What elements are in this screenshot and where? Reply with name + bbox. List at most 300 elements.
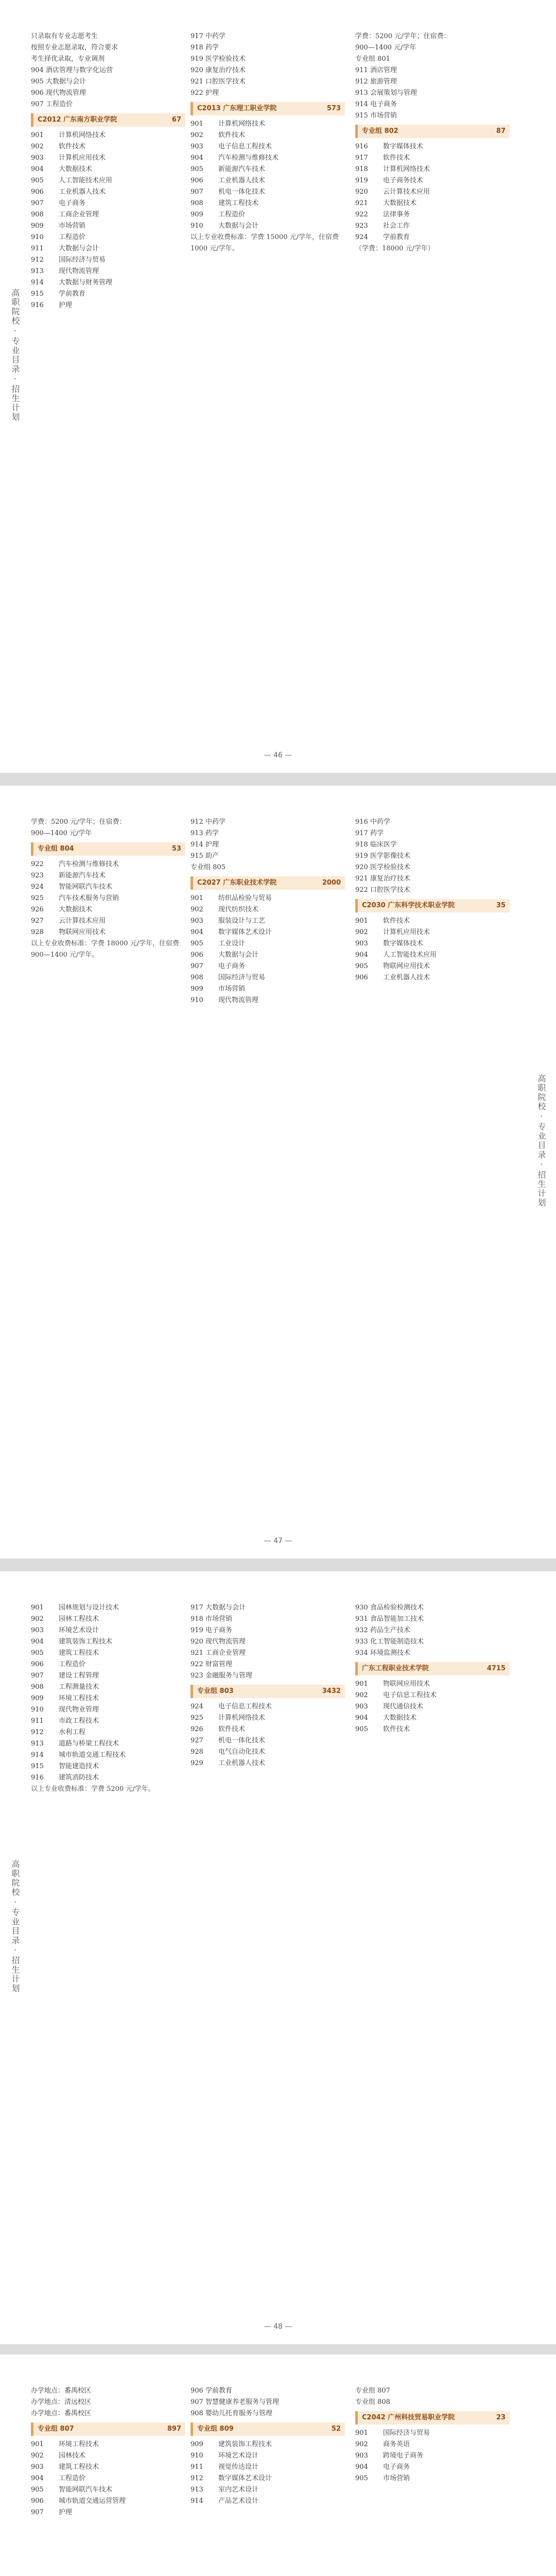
major-code: 906 bbox=[355, 974, 368, 981]
major-code: 906 bbox=[31, 1660, 44, 1668]
major-code: 904 bbox=[31, 2475, 44, 2482]
section-header-count: 3432 bbox=[322, 1687, 341, 1695]
major-row bbox=[31, 1738, 185, 1750]
major-row bbox=[355, 972, 510, 984]
major-code: 904 bbox=[355, 951, 368, 959]
section-header-name: 专业组 803 bbox=[197, 1687, 234, 1695]
major-name: 工业机器人技术 bbox=[218, 1759, 266, 1767]
section-header-name: 专业组 804 bbox=[38, 845, 74, 853]
major-name: 物联网应用技术 bbox=[59, 928, 106, 936]
major-code: 924 bbox=[31, 883, 44, 891]
major-name: 大数据技术 bbox=[59, 165, 93, 173]
major-code: 901 bbox=[190, 120, 203, 128]
section-header bbox=[355, 125, 510, 138]
major-row bbox=[190, 164, 345, 175]
major-name: 国际经济与贸易 bbox=[59, 256, 106, 264]
major-code: 908 bbox=[31, 1683, 44, 1691]
text-line: 900—1400 元/学年 bbox=[355, 44, 416, 52]
section-header-name: C2042 广州科技贸易职业学院 bbox=[362, 2414, 455, 2421]
major-code: 901 bbox=[355, 1680, 368, 1688]
major-code: 907 bbox=[31, 1672, 44, 1680]
text-line: 考生择优录取，专业调剂 bbox=[31, 55, 105, 63]
major-name: 建设工程管理 bbox=[59, 1672, 99, 1680]
major-name: 产品艺术设计 bbox=[218, 2497, 259, 2505]
major-name: 数字媒体艺术设计 bbox=[218, 928, 272, 936]
major-row bbox=[355, 1724, 510, 1735]
book-page bbox=[0, 0, 556, 773]
major-row bbox=[190, 927, 345, 938]
major-row bbox=[190, 1713, 345, 1724]
text-line: 900—1400 元/学年 bbox=[31, 829, 92, 837]
major-code: 918 bbox=[355, 165, 368, 173]
text-column bbox=[355, 2385, 510, 2576]
major-row bbox=[31, 1625, 185, 1636]
major-row bbox=[31, 2439, 185, 2450]
major-row bbox=[355, 961, 510, 972]
major-code: 921 bbox=[355, 199, 368, 207]
major-name: 学前教育 bbox=[383, 233, 410, 241]
major-code: 925 bbox=[31, 894, 44, 902]
major-row bbox=[31, 243, 185, 255]
book-page bbox=[0, 786, 556, 1558]
major-row bbox=[31, 916, 185, 927]
text-line: 918 市场营销 bbox=[190, 1615, 232, 1623]
section-header bbox=[355, 2411, 510, 2425]
major-row bbox=[31, 164, 185, 175]
major-name: 工程造价 bbox=[59, 2475, 86, 2482]
major-row bbox=[190, 152, 345, 164]
major-code: 911 bbox=[31, 1717, 44, 1725]
page-number: — 48 — bbox=[264, 2323, 292, 2331]
major-name: 电子商务 bbox=[59, 199, 86, 207]
major-code: 913 bbox=[31, 1740, 44, 1748]
page-number: — 46 — bbox=[264, 751, 292, 759]
major-row bbox=[31, 1727, 185, 1738]
text-line: 919 电子商务 bbox=[190, 1626, 232, 1634]
major-code: 904 bbox=[190, 154, 203, 162]
major-code: 916 bbox=[355, 143, 368, 150]
major-name: 视觉传达设计 bbox=[218, 2463, 259, 2471]
section-header-name: C2013 广东理工职业学院 bbox=[197, 105, 277, 112]
major-code: 914 bbox=[190, 2497, 203, 2505]
major-code: 907 bbox=[190, 962, 203, 970]
text-line: 913 会展策划与管理 bbox=[355, 89, 417, 97]
major-code: 910 bbox=[31, 1706, 44, 1714]
major-code: 903 bbox=[31, 154, 44, 162]
major-name: 学前教育 bbox=[59, 290, 86, 298]
text-line: 921 工商企业管理 bbox=[190, 1649, 246, 1657]
major-row bbox=[355, 198, 510, 209]
major-code: 909 bbox=[190, 985, 203, 993]
major-code: 903 bbox=[190, 143, 203, 150]
text-line: 923 金融服务与管理 bbox=[190, 1672, 252, 1680]
major-name: 护理 bbox=[59, 301, 73, 309]
fee-note: 以上专业收费标准：学费 18000 元/学年，住宿费 900—1400 元/学年。 bbox=[31, 940, 179, 959]
major-code: 912 bbox=[31, 1728, 44, 1736]
major-name: 计算机网络技术 bbox=[383, 165, 430, 173]
major-code: 902 bbox=[190, 906, 203, 913]
major-code: 915 bbox=[31, 290, 44, 298]
major-code: 922 bbox=[31, 860, 44, 868]
major-name: 计算机网络技术 bbox=[218, 120, 266, 128]
section-header bbox=[355, 1662, 510, 1675]
major-code: 904 bbox=[355, 2463, 368, 2471]
section-header-count: 897 bbox=[167, 2425, 181, 2433]
text-line: 专业组 808 bbox=[355, 2398, 390, 2406]
section-header-count: 53 bbox=[171, 845, 181, 853]
major-row bbox=[31, 1761, 185, 1772]
text-column bbox=[190, 31, 345, 732]
major-row bbox=[355, 1679, 510, 1690]
major-row bbox=[355, 1713, 510, 1724]
major-code: 902 bbox=[31, 1615, 44, 1623]
major-row bbox=[31, 1704, 185, 1716]
major-row bbox=[190, 904, 345, 916]
major-name: 工业设计 bbox=[218, 940, 246, 947]
major-code: 914 bbox=[31, 1751, 44, 1759]
major-row bbox=[31, 1648, 185, 1659]
major-code: 904 bbox=[355, 1714, 368, 1722]
major-code: 904 bbox=[31, 165, 44, 173]
section-header-name: C2030 广东科学技术职业学院 bbox=[362, 902, 455, 909]
major-code: 906 bbox=[31, 188, 44, 196]
section-header-name: C2027 广东职业技术学院 bbox=[197, 879, 277, 887]
major-name: 工业机器人技术 bbox=[59, 188, 106, 196]
text-line: 学费：5200 元/学年；住宿费： bbox=[355, 32, 450, 40]
text-line: 933 化工智能制造技术 bbox=[355, 1638, 424, 1646]
section-header-name: C2012 广东南方职业学院 bbox=[38, 116, 117, 124]
major-row bbox=[190, 2484, 345, 2496]
section-header-name: 广东工程职业技术学院 bbox=[362, 1665, 429, 1672]
major-name: 护理 bbox=[59, 2509, 73, 2516]
text-line: 913 药学 bbox=[190, 829, 219, 837]
major-row bbox=[190, 118, 345, 130]
major-code: 902 bbox=[31, 2452, 44, 2460]
major-row bbox=[31, 266, 185, 277]
text-column bbox=[31, 1602, 185, 2303]
major-row bbox=[31, 2496, 185, 2507]
major-code: 929 bbox=[190, 1759, 203, 1767]
text-line: 930 食品检验检测技术 bbox=[355, 1604, 424, 1612]
major-name: 软件技术 bbox=[383, 917, 410, 925]
major-row bbox=[190, 893, 345, 904]
major-row bbox=[355, 950, 510, 961]
text-column bbox=[190, 2385, 345, 2576]
major-row bbox=[190, 1724, 345, 1735]
major-code: 926 bbox=[190, 1725, 203, 1733]
major-name: 新能源汽车技术 bbox=[218, 165, 266, 173]
major-code: 905 bbox=[31, 2486, 44, 2494]
major-name: 市场营销 bbox=[383, 2475, 410, 2482]
major-code: 920 bbox=[355, 188, 368, 196]
major-name: 软件技术 bbox=[218, 1725, 246, 1733]
major-row bbox=[355, 927, 510, 938]
major-row bbox=[190, 187, 345, 198]
text-line: 915 助产 bbox=[190, 852, 219, 860]
major-row bbox=[190, 1747, 345, 1758]
major-code: 916 bbox=[31, 1774, 44, 1782]
fee-note: 以上专业收费标准：学费 5200 元/学年。 bbox=[31, 1785, 155, 1793]
major-name: 电子信息工程技术 bbox=[383, 1691, 437, 1699]
text-column bbox=[190, 1602, 345, 2303]
major-row bbox=[31, 1716, 185, 1727]
major-name: 环境艺术设计 bbox=[218, 2452, 259, 2460]
major-code: 911 bbox=[31, 245, 44, 252]
major-name: 汽车检测与维修技术 bbox=[59, 860, 119, 868]
major-row bbox=[31, 187, 185, 198]
major-name: 智能建造技术 bbox=[59, 1762, 99, 1770]
major-row bbox=[355, 2439, 510, 2450]
major-code: 912 bbox=[31, 256, 44, 264]
major-row bbox=[31, 2462, 185, 2473]
text-line: 934 环境监测技术 bbox=[355, 1649, 410, 1657]
major-row bbox=[31, 1602, 185, 1614]
major-name: 现代物业管理 bbox=[59, 1706, 99, 1714]
text-column bbox=[190, 817, 345, 1517]
major-name: 法律事务 bbox=[383, 211, 410, 218]
major-code: 901 bbox=[190, 894, 203, 902]
major-name: 电子信息工程技术 bbox=[218, 1703, 272, 1710]
major-name: 环境工程技术 bbox=[59, 1694, 99, 1702]
book-page bbox=[0, 2354, 556, 2576]
major-code: 905 bbox=[31, 1649, 44, 1657]
section-header-count: 573 bbox=[326, 105, 341, 112]
text-line: 907 智慧健康养老服务与管理 bbox=[190, 2398, 279, 2406]
major-row bbox=[190, 984, 345, 995]
major-row bbox=[31, 300, 185, 311]
text-line: 办学地点：番禺校区 bbox=[31, 2410, 92, 2417]
major-code: 903 bbox=[355, 1703, 368, 1710]
major-row bbox=[31, 289, 185, 300]
major-row bbox=[31, 1659, 185, 1670]
major-name: 国际经济与贸易 bbox=[383, 2429, 430, 2437]
major-code: 913 bbox=[190, 2486, 203, 2494]
text-line: 922 财富管理 bbox=[190, 1660, 232, 1668]
text-column bbox=[31, 817, 185, 1517]
major-name: 人工智能技术应用 bbox=[59, 177, 113, 184]
major-name: 物联网应用技术 bbox=[383, 1680, 430, 1688]
section-header-count: 23 bbox=[496, 2414, 506, 2421]
text-line: 907 工程造价 bbox=[31, 100, 73, 108]
major-name: 云计算技术应用 bbox=[383, 188, 430, 196]
major-code: 924 bbox=[355, 233, 368, 241]
major-row bbox=[190, 2496, 345, 2507]
text-line: 911 酒店管理 bbox=[355, 66, 397, 74]
text-line: 906 学前教育 bbox=[190, 2387, 232, 2395]
major-name: 软件技术 bbox=[218, 131, 246, 139]
major-name: 室内艺术设计 bbox=[218, 2486, 259, 2494]
major-code: 909 bbox=[190, 2441, 203, 2448]
major-code: 916 bbox=[31, 301, 44, 309]
text-line: 专业组 801 bbox=[355, 55, 390, 63]
major-row bbox=[190, 198, 345, 209]
major-row bbox=[190, 1701, 345, 1713]
major-row bbox=[31, 1772, 185, 1784]
major-row bbox=[355, 175, 510, 187]
fee-note: 以上专业收费标准：学费 15000 元/学年，住宿费 1000 元/学年。 bbox=[190, 233, 339, 252]
major-name: 人工智能技术应用 bbox=[383, 951, 437, 959]
text-line: 917 药学 bbox=[355, 829, 384, 837]
major-row bbox=[31, 1614, 185, 1625]
section-header bbox=[190, 876, 345, 890]
major-name: 园林技术 bbox=[59, 2452, 86, 2460]
major-row bbox=[31, 2473, 185, 2484]
text-line: 908 婴幼儿托育服务与管理 bbox=[190, 2410, 272, 2417]
text-line: 只录取有专业志愿考生 bbox=[31, 32, 98, 40]
major-name: 电子商务技术 bbox=[383, 177, 424, 184]
text-line: 914 电子商务 bbox=[355, 100, 397, 108]
major-name: 大数据技术 bbox=[383, 199, 417, 207]
section-header bbox=[190, 2422, 345, 2436]
major-row bbox=[190, 2439, 345, 2450]
major-row bbox=[31, 141, 185, 152]
major-row bbox=[31, 893, 185, 904]
text-line: 917 大数据与会计 bbox=[190, 1604, 246, 1612]
major-code: 901 bbox=[355, 2429, 368, 2437]
major-row bbox=[31, 927, 185, 938]
major-name: 建筑装饰工程技术 bbox=[218, 2441, 272, 2448]
major-row bbox=[31, 255, 185, 266]
major-row bbox=[190, 221, 345, 232]
major-name: 电子商务 bbox=[218, 962, 246, 970]
major-name: 汽车技术服务与营销 bbox=[59, 894, 119, 902]
major-row bbox=[190, 1758, 345, 1769]
text-line: 921 康复治疗技术 bbox=[355, 875, 410, 883]
major-name: 计算机应用技术 bbox=[59, 154, 106, 162]
major-code: 904 bbox=[31, 1638, 44, 1646]
major-code: 927 bbox=[190, 1737, 203, 1744]
major-name: 数字媒体技术 bbox=[383, 143, 424, 150]
major-name: 电子信息工程技术 bbox=[218, 143, 272, 150]
major-code: 908 bbox=[190, 974, 203, 981]
major-name: 大数据与会计 bbox=[218, 951, 259, 959]
major-name: 大数据与会计 bbox=[218, 222, 259, 230]
text-line: 904 酒店管理与数字化运营 bbox=[31, 66, 113, 74]
major-row bbox=[190, 950, 345, 961]
text-line: 916 中药学 bbox=[355, 818, 390, 826]
section-header bbox=[355, 899, 510, 912]
major-row bbox=[355, 916, 510, 927]
major-row bbox=[355, 209, 510, 221]
major-row bbox=[190, 972, 345, 984]
major-code: 905 bbox=[355, 2475, 368, 2482]
major-row bbox=[31, 198, 185, 209]
major-row bbox=[31, 1693, 185, 1704]
major-code: 902 bbox=[31, 143, 44, 150]
major-name: 建筑工程技术 bbox=[59, 1649, 99, 1657]
major-code: 910 bbox=[190, 222, 203, 230]
section-header bbox=[190, 102, 345, 115]
major-row bbox=[31, 232, 185, 243]
major-code: 910 bbox=[190, 2452, 203, 2460]
major-code: 909 bbox=[31, 1694, 44, 1702]
text-column bbox=[355, 1602, 510, 2303]
major-code: 907 bbox=[31, 199, 44, 207]
page-side-label: 高职院校 · 专业目录 · 招生计划 bbox=[536, 1074, 546, 1208]
major-code: 902 bbox=[190, 131, 203, 139]
major-name: 工程造价 bbox=[218, 211, 246, 218]
text-line: 918 药学 bbox=[190, 44, 219, 52]
major-name: 工程造价 bbox=[59, 1660, 86, 1668]
major-name: 市政工程技术 bbox=[59, 1717, 99, 1725]
section-header-name: 专业组 802 bbox=[362, 127, 398, 135]
major-name: 环境艺术设计 bbox=[59, 1626, 99, 1634]
major-code: 903 bbox=[31, 1626, 44, 1634]
major-row bbox=[355, 2462, 510, 2473]
major-code: 907 bbox=[31, 2509, 44, 2516]
major-code: 928 bbox=[31, 928, 44, 936]
text-line: 931 食品智能加工技术 bbox=[355, 1615, 424, 1623]
major-code: 923 bbox=[31, 872, 44, 879]
text-line: 922 口腔医学技术 bbox=[355, 886, 410, 894]
major-row bbox=[355, 152, 510, 164]
text-line: 920 医学检验技术 bbox=[355, 863, 410, 871]
text-line: 932 药品生产技术 bbox=[355, 1626, 410, 1634]
text-column bbox=[355, 817, 510, 1517]
section-header-name: 专业组 809 bbox=[197, 2425, 234, 2433]
major-code: 901 bbox=[355, 917, 368, 925]
major-row bbox=[190, 995, 345, 1006]
major-code: 903 bbox=[190, 917, 203, 925]
major-code: 906 bbox=[190, 177, 203, 184]
major-row bbox=[355, 232, 510, 243]
section-header-count: 67 bbox=[171, 116, 181, 124]
major-name: 大数据技术 bbox=[383, 1714, 417, 1722]
major-name: 机电一体化技术 bbox=[218, 1737, 266, 1744]
text-line: 919 医学影像技术 bbox=[355, 852, 410, 860]
major-name: 软件技术 bbox=[383, 1725, 410, 1733]
major-name: 社会工作 bbox=[383, 222, 410, 230]
major-code: 901 bbox=[31, 2441, 44, 2448]
text-line: 学费：5200 元/学年；住宿费： bbox=[31, 818, 126, 826]
section-header-count: 52 bbox=[331, 2425, 341, 2433]
major-name: 工程测量技术 bbox=[59, 1683, 99, 1691]
major-code: 902 bbox=[355, 1691, 368, 1699]
major-code: 905 bbox=[190, 165, 203, 173]
major-name: 园林工程技术 bbox=[59, 1615, 99, 1623]
major-row bbox=[31, 175, 185, 187]
text-line: 905 大数据与会计 bbox=[31, 78, 86, 86]
text-line: 914 护理 bbox=[190, 841, 219, 849]
major-name: 城市轨道交通运营管理 bbox=[59, 2497, 126, 2505]
major-name: 软件技术 bbox=[383, 154, 410, 162]
page-side-label: 高职院校 · 专业目录 · 招生计划 bbox=[10, 1860, 20, 1993]
major-row bbox=[355, 141, 510, 152]
text-column bbox=[31, 31, 185, 732]
major-code: 917 bbox=[355, 154, 368, 162]
major-row bbox=[31, 1682, 185, 1693]
major-row bbox=[31, 152, 185, 164]
text-line: 906 现代物流管理 bbox=[31, 89, 86, 97]
major-row bbox=[31, 904, 185, 916]
major-name: 水利工程 bbox=[59, 1728, 86, 1736]
section-header bbox=[190, 1685, 345, 1698]
major-row bbox=[355, 2473, 510, 2484]
major-code: 919 bbox=[355, 177, 368, 184]
major-code: 912 bbox=[190, 2475, 203, 2482]
major-name: 工商企业管理 bbox=[59, 211, 99, 218]
major-row bbox=[355, 164, 510, 175]
page-side-label: 高职院校 · 专业目录 · 招生计划 bbox=[10, 289, 20, 422]
major-code: 908 bbox=[31, 211, 44, 218]
major-name: 服装设计与工艺 bbox=[218, 917, 266, 925]
major-code: 927 bbox=[31, 917, 44, 925]
major-name: 云计算技术应用 bbox=[59, 917, 106, 925]
major-name: 现代通信技术 bbox=[383, 1703, 424, 1710]
section-header-count: 2000 bbox=[322, 879, 341, 887]
section-header-count: 87 bbox=[496, 127, 506, 135]
major-row bbox=[355, 1690, 510, 1701]
